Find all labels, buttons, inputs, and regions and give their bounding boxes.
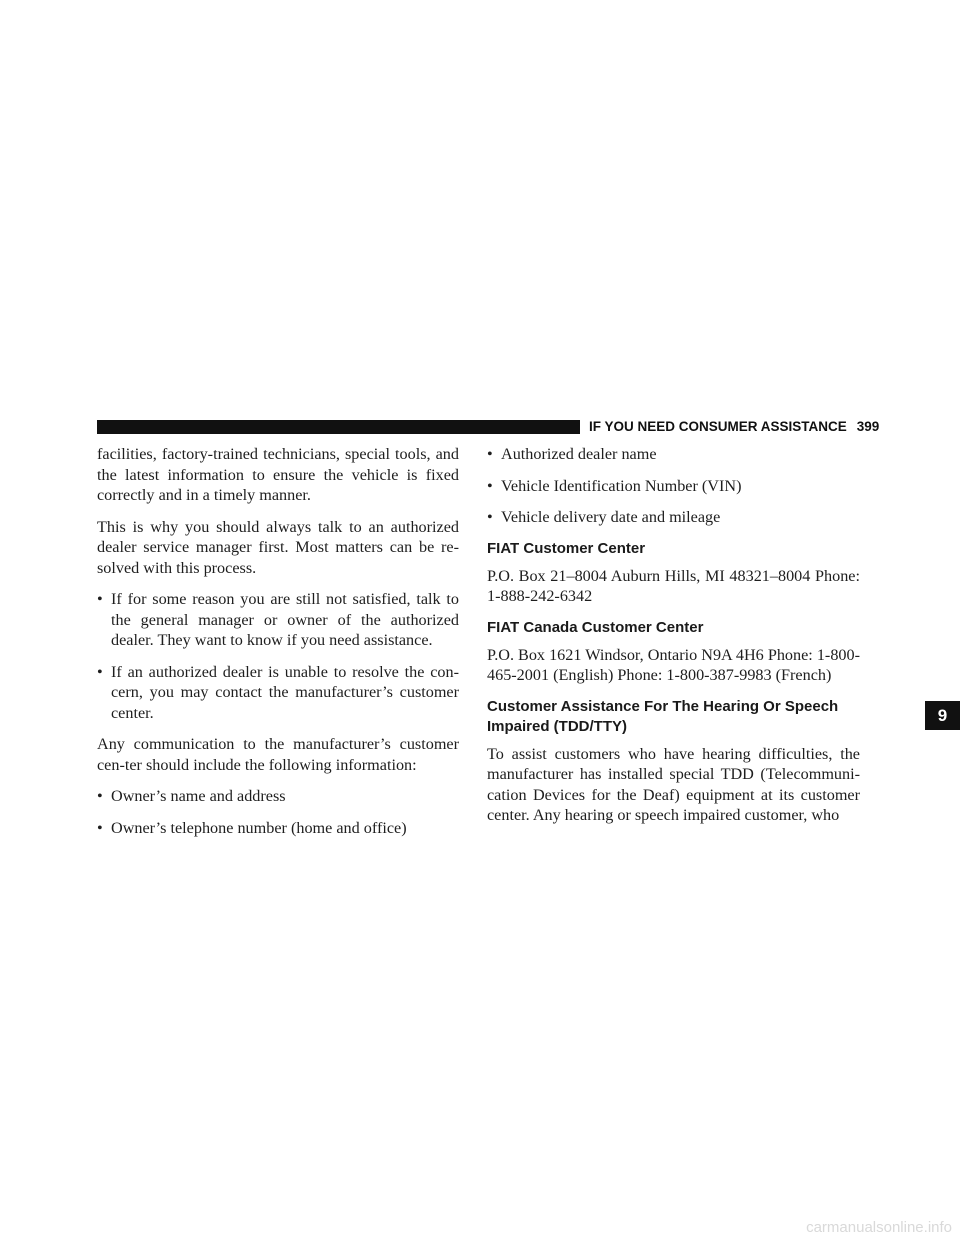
paragraph: P.O. Box 21–8004 Auburn Hills, MI 48321–8004 Phone: 1-888-242-6342	[487, 566, 860, 605]
header-rule	[97, 420, 580, 434]
bullet-icon: •	[487, 508, 493, 526]
bullet-icon: •	[487, 445, 493, 463]
bullet-icon: •	[97, 818, 103, 837]
section-title: IF YOU NEED CONSUMER ASSISTANCE	[589, 419, 847, 434]
watermark: carmanualsonline.info	[806, 1219, 952, 1236]
list-item: • Vehicle delivery date and mileage	[487, 508, 721, 526]
paragraph: This is why you should always talk to an authorized dealer service manager first. Most matters can be re-solved with this process.	[97, 517, 459, 577]
list-item: • Owner’s name and address	[97, 787, 286, 805]
left-column	[97, 444, 459, 849]
section-heading: FIAT Canada Customer Center	[487, 618, 704, 636]
paragraph: To assist customers who have hearing difficulties, the manufacturer has installed special TDD (Telecommuni-cation Devices for the Deaf) equipment at its customer center. Any hearing or speech impaired customer, who	[487, 744, 860, 824]
paragraph: P.O. Box 1621 Windsor, Ontario N9A 4H6 Phone: 1-800-465-2001 (English) Phone: 1-800-387-9983 (French)	[487, 645, 860, 684]
list-item: • Authorized dealer name	[487, 445, 657, 463]
list-item: • Owner’s telephone number (home and office)	[97, 818, 407, 837]
paragraph: Any communication to the manufacturer’s customer cen-ter should include the following information:	[97, 735, 459, 774]
bullet-icon: •	[487, 476, 493, 495]
section-heading: Customer Assistance For The Hearing Or Speech Impaired (TDD/TTY)	[487, 697, 839, 735]
paragraph: facilities, factory-trained technicians, special tools, and the latest information to ensure the vehicle is fixed correctly and in a timely manner.	[97, 445, 459, 504]
bullet-icon: •	[97, 662, 103, 681]
page-number: 399	[856, 419, 880, 434]
section-heading: FIAT Customer Center	[487, 539, 646, 557]
list-item: • Vehicle Identification Number (VIN)	[487, 476, 742, 495]
list-item: • If an authorized dealer is unable to resolve the con-cern, you may contact the manufacturer’s customer center.	[97, 662, 459, 722]
bullet-icon: •	[97, 787, 103, 805]
bullet-icon: •	[97, 590, 103, 608]
chapter-tab: 9	[925, 701, 960, 730]
running-header	[589, 417, 879, 437]
list-item: • If for some reason you are still not satisfied, talk to the general manager or owner of the authorized dealer. They want to know if you need assistance.	[97, 590, 459, 649]
right-column	[487, 444, 860, 837]
